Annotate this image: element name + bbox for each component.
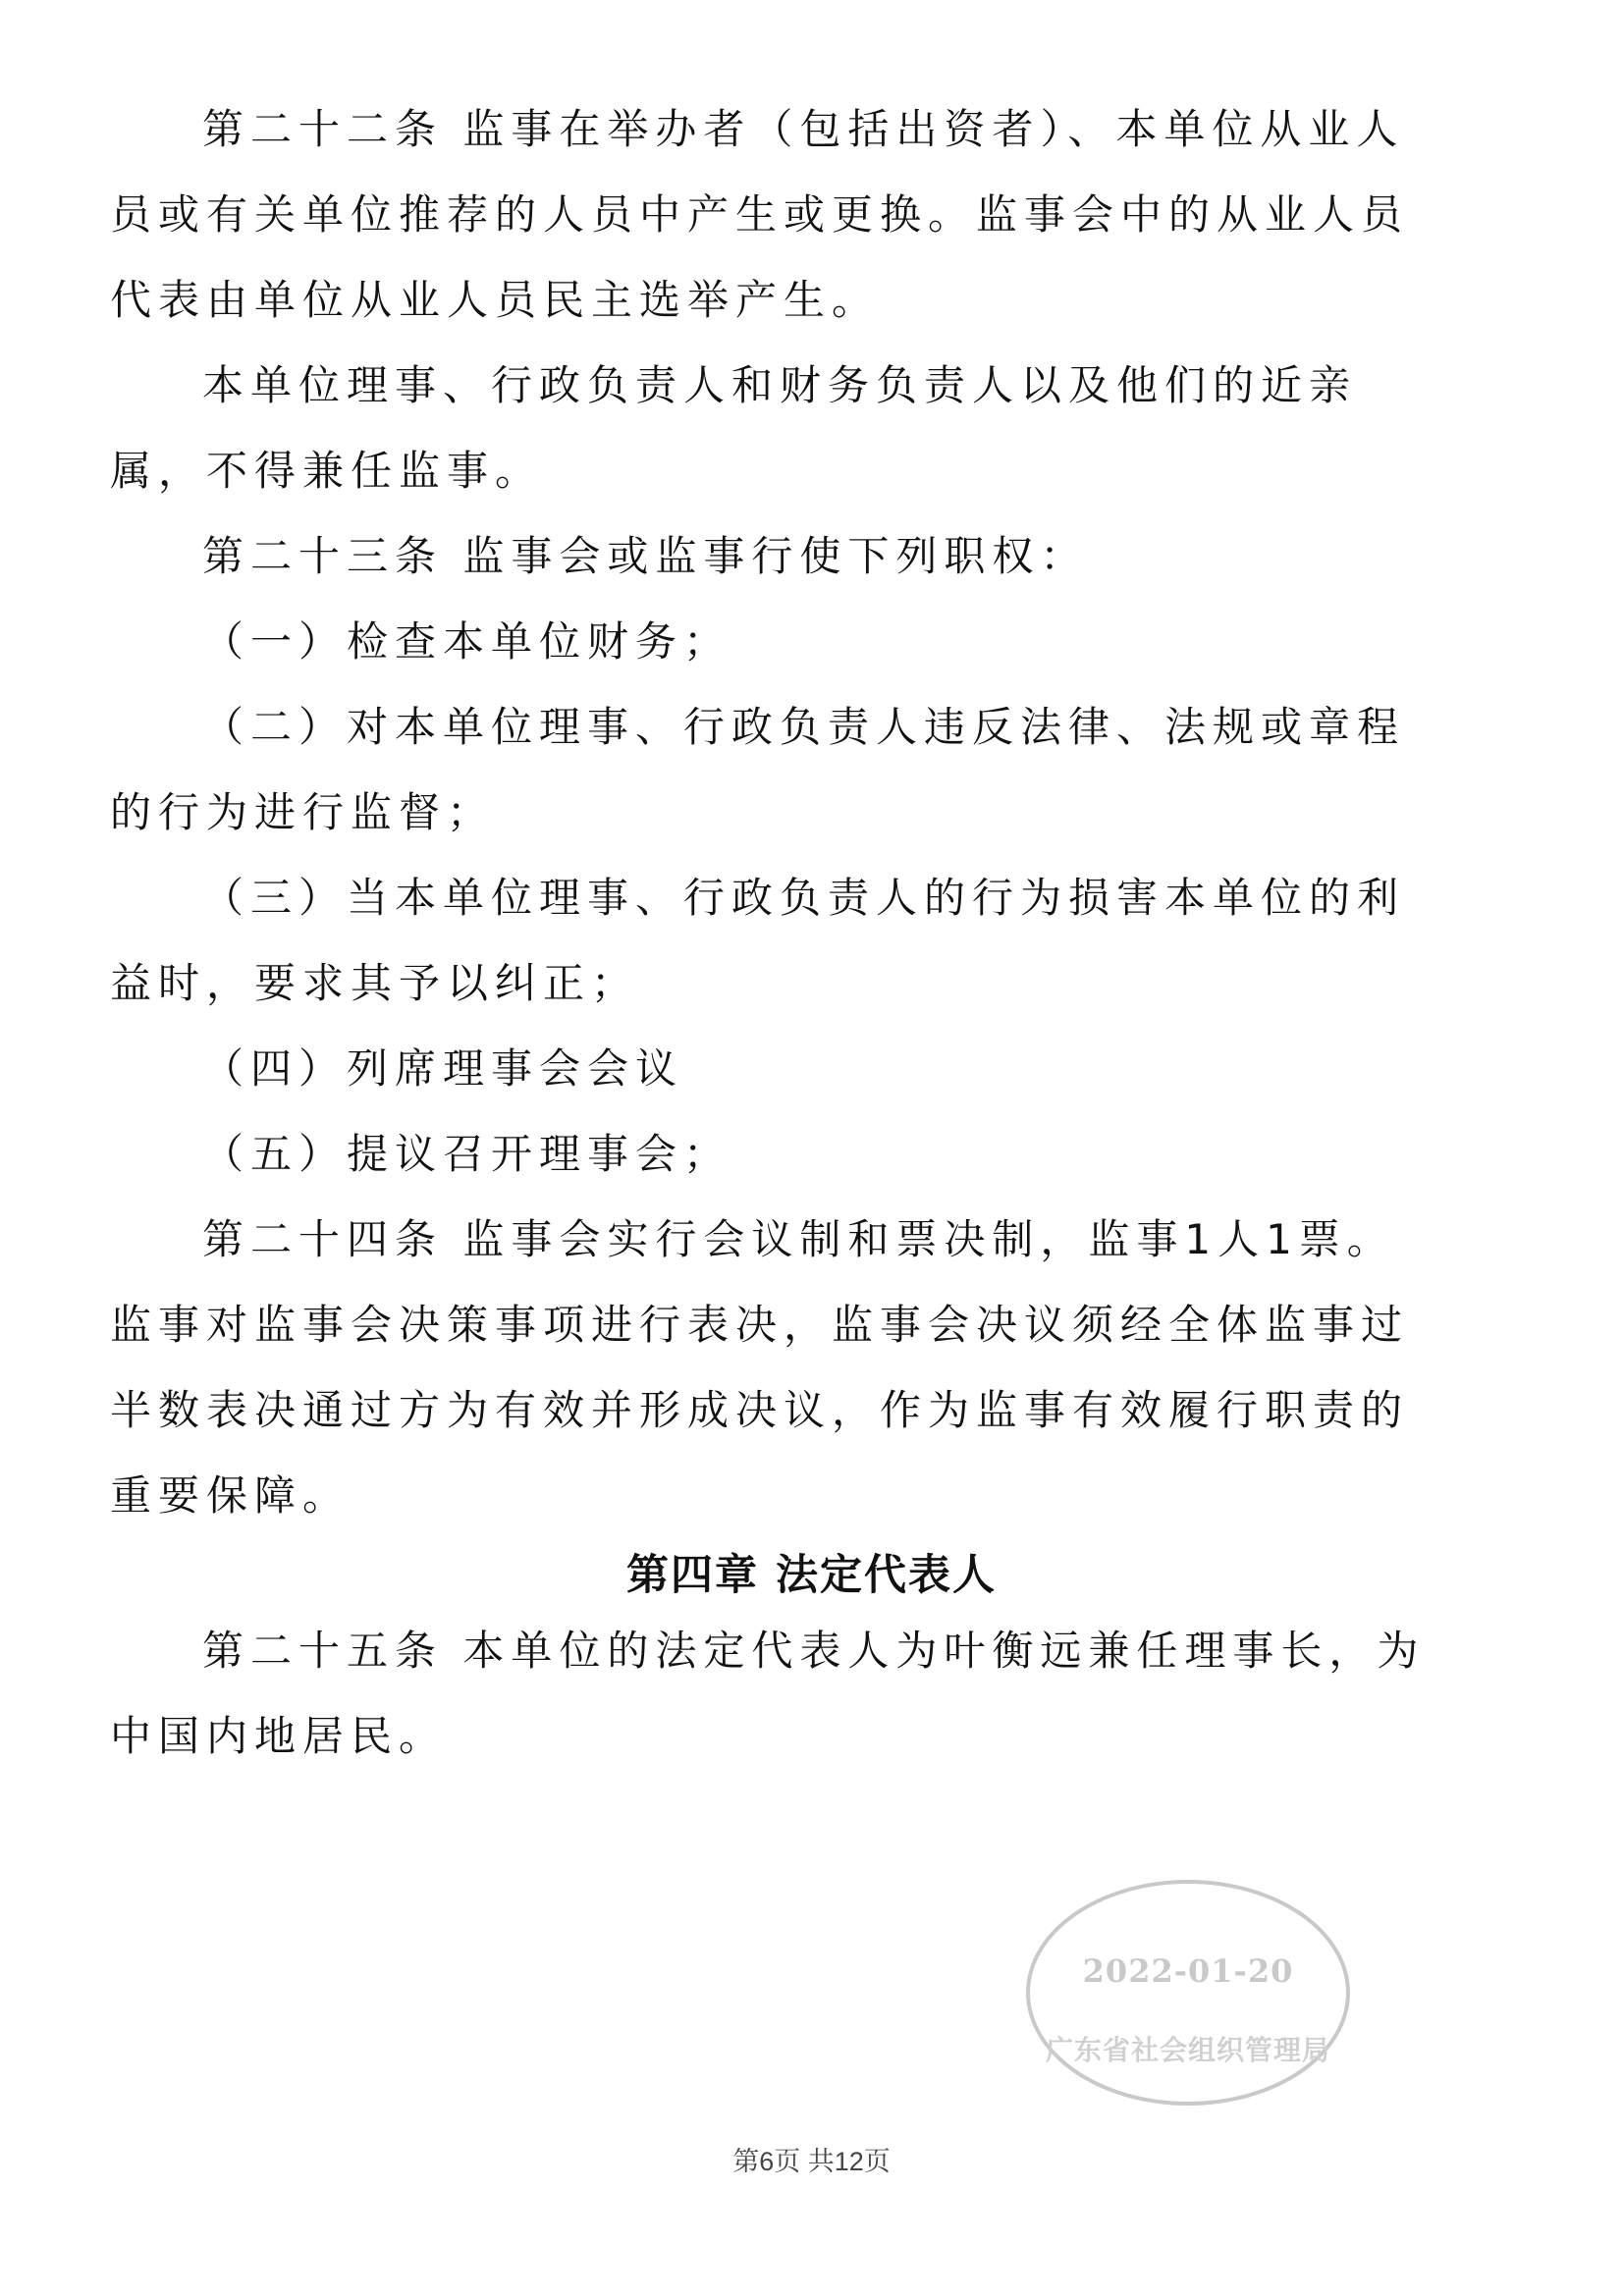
official-seal-stamp (1026, 1880, 1350, 2106)
chapter-title: 第四章 法定代表人 (626, 1551, 997, 1600)
list-item-power-5: （五）提议召开理事会； (202, 1130, 732, 1178)
list-item-power-3: （三）当本单位理事、行政负责人的行为损害本单位的利益时，要求其予以纠正； (110, 874, 1406, 1007)
list-item-power-4: （四）列席理事会会议 (202, 1044, 684, 1093)
list-item-power-2: （二）对本单位理事、行政负责人违反法律、法规或章程的行为进行监督； (110, 703, 1406, 836)
page-footer: 第6页 共12页 (732, 2147, 891, 2176)
paragraph-article-24: 第二十四条 监事会实行会议制和票决制，监事1人1票。监事对监事会决策事项进行表决，监事会决议须经全体监事过半数表决通过方为有效并形成决议，作为监事有效履行职责的重要保障。 (110, 1215, 1410, 1520)
stamp-organization: 广东省社会组织管理局 (1045, 2034, 1330, 2066)
paragraph-article-25: 第二十五条 本单位的法定代表人为叶衡远兼任理事长，为中国内地居民。 (110, 1627, 1426, 1760)
article-section-supervisors (110, 86, 1435, 1538)
stamp-date: 2022-01-20 (1082, 1952, 1294, 1990)
article-section-legal-rep (110, 1608, 1435, 1779)
list-item-power-1: （一）检查本单位财务； (202, 617, 732, 666)
paragraph-article-22: 第二十二条 监事在举办者（包括出资者）、本单位从业人员或有关单位推荐的人员中产生或更换。监事会中的从业人员代表由单位从业人员民主选举产生。 (110, 105, 1410, 324)
paragraph-article-23: 第二十三条 监事会或监事行使下列职权： (202, 532, 1089, 580)
paragraph-article-22-restriction: 本单位理事、行政负责人和财务负责人以及他们的近亲属，不得兼任监事。 (110, 361, 1358, 495)
